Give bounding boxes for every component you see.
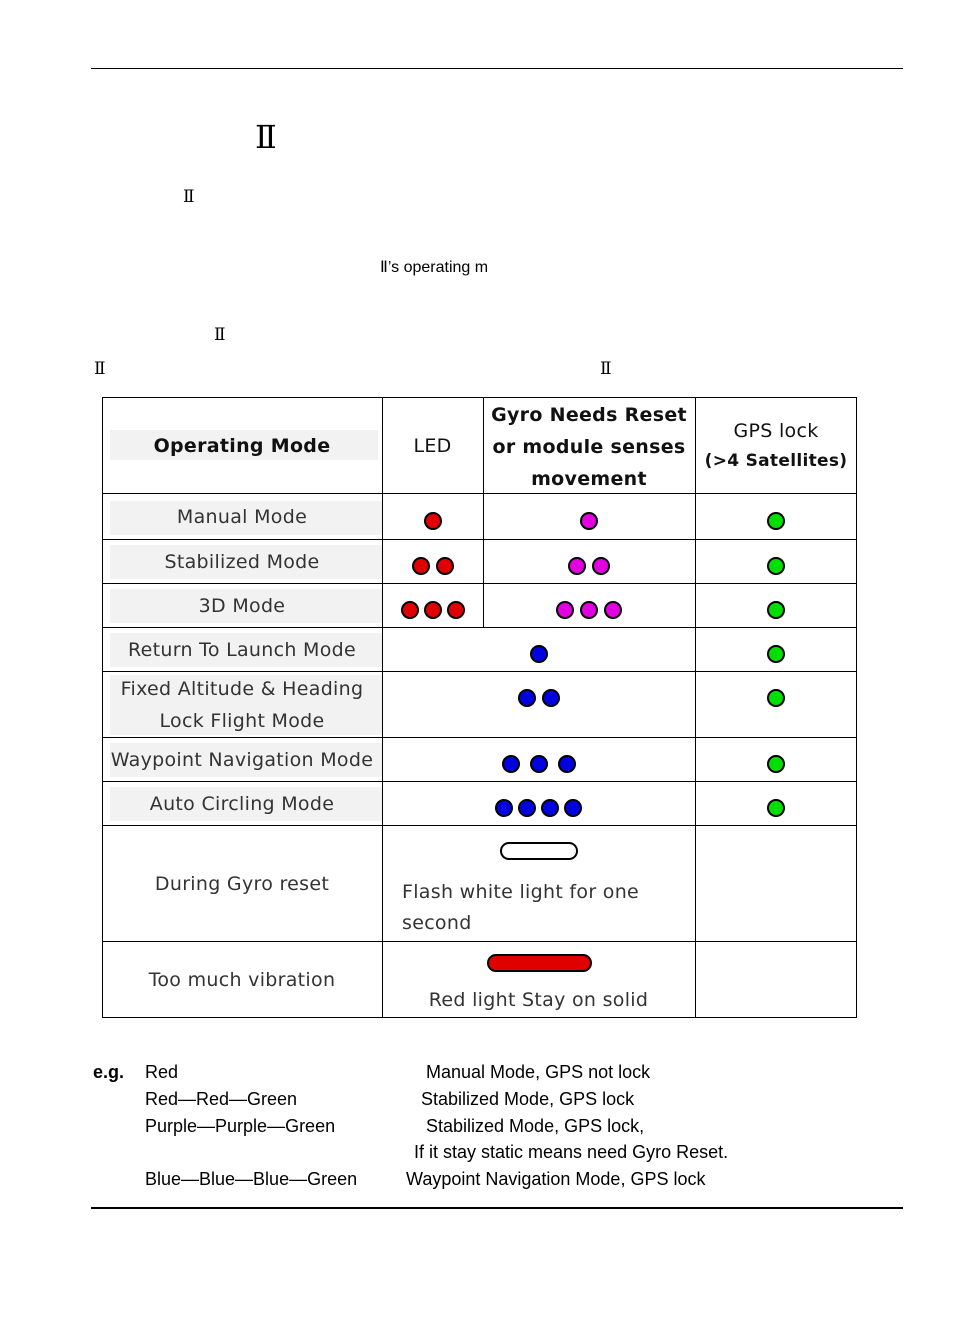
example-meaning: If it stay static means need Gyro Reset. [414,1142,729,1162]
gps-dots [695,797,857,819]
white-light-note [402,877,692,939]
mode-label-line: Lock Flight Mode [159,709,325,732]
led-dots [382,510,483,532]
gyro-dots [483,555,695,577]
example-meaning: Stabilized Mode, GPS lock, [426,1116,645,1136]
blue-led-dot-icon [564,799,582,817]
gps-dots [695,753,857,775]
purple-led-dot-icon [592,557,610,575]
mode-label-gyro-reset: During Gyro reset [154,872,330,895]
green-led-dot-icon [767,512,785,530]
purple-led-dot-icon [604,601,622,619]
header-gps-line: GPS lock [733,419,819,442]
green-led-dot-icon [767,601,785,619]
example-pattern: Purple—Purple—Green [145,1116,336,1136]
mode-label-fixed-altitude [102,672,382,737]
note-line: second [402,912,472,934]
header-rule [91,68,903,69]
roman-numeral: Ⅱ [183,187,195,207]
red-led-dot-icon [424,512,442,530]
example-meaning: Stabilized Mode, GPS lock [421,1089,635,1109]
mode-label-line: Fixed Altitude & Heading [120,677,364,700]
example-pattern: Blue—Blue—Blue—Green [145,1169,358,1189]
header-gyro-line: movement [531,468,647,490]
gyro-dots [483,510,695,532]
blue-led-dot-icon [495,799,513,817]
blue-led-dot-icon [518,799,536,817]
header-gyro-line: Gyro Needs Reset [491,404,687,426]
red-led-dot-icon [436,557,454,575]
led-dots [382,797,695,819]
roman-numeral: Ⅱ [94,359,106,379]
gyro-dots [483,599,695,621]
led-dots [382,555,483,577]
purple-led-dot-icon [556,601,574,619]
red-light-note: Red light Stay on solid [428,989,649,1011]
led-dots [382,687,695,709]
mode-label-waypoint: Waypoint Navigation Mode [110,748,374,771]
purple-led-dot-icon [580,601,598,619]
gps-dots [695,510,857,532]
red-led-dot-icon [424,601,442,619]
example-meaning: Manual Mode, GPS not lock [426,1062,651,1082]
mode-label-auto-circling: Auto Circling Mode [149,792,335,815]
red-led-dot-icon [447,601,465,619]
example-meaning: Waypoint Navigation Mode, GPS lock [406,1169,706,1189]
blue-led-dot-icon [558,755,576,773]
red-led-dot-icon [412,557,430,575]
mode-label-manual: Manual Mode [176,505,308,528]
mode-label-rtl: Return To Launch Mode [127,638,357,661]
operating-mode-fragment: Ⅱ’s operating m [380,259,489,276]
roman-numeral-heading: Ⅱ [255,118,277,156]
led-dots [382,643,695,665]
mode-label-3d: 3D Mode [198,594,286,617]
gps-dots [695,555,857,577]
gps-dots [695,599,857,621]
green-led-dot-icon [767,645,785,663]
footer-rule [91,1207,903,1209]
green-led-dot-icon [767,689,785,707]
led-status-table [102,397,857,1018]
led-dots [382,753,695,775]
green-led-dot-icon [767,557,785,575]
example-label: e.g. [93,1062,125,1082]
blue-led-dot-icon [502,755,520,773]
header-gps-lock [695,397,857,494]
header-gyro-line: or module senses [492,436,686,458]
blue-led-dot-icon [518,689,536,707]
mode-label-vibration: Too much vibration [148,969,336,991]
blue-led-dot-icon [541,799,559,817]
note-line: Flash white light for one [402,881,640,903]
led-dots [382,599,483,621]
green-led-dot-icon [767,799,785,817]
red-light-bar [487,954,592,972]
gps-dots [695,643,857,665]
blue-led-dot-icon [542,689,560,707]
blue-led-dot-icon [530,645,548,663]
blue-led-dot-icon [530,755,548,773]
roman-numeral: Ⅱ [600,359,612,379]
mode-label-stabilized: Stabilized Mode [164,550,320,573]
gps-dots [695,687,857,709]
green-led-dot-icon [767,755,785,773]
header-gyro-reset [483,400,695,494]
example-pattern: Red [145,1062,179,1082]
roman-numeral: Ⅱ [214,325,226,345]
red-led-dot-icon [401,601,419,619]
header-operating-mode: Operating Mode [153,434,331,457]
header-gps-line: (>4 Satellites) [704,450,848,471]
header-led: LED [413,434,452,457]
purple-led-dot-icon [568,557,586,575]
purple-led-dot-icon [580,512,598,530]
white-light-bar [500,842,578,860]
example-pattern: Red—Red—Green [145,1089,298,1109]
